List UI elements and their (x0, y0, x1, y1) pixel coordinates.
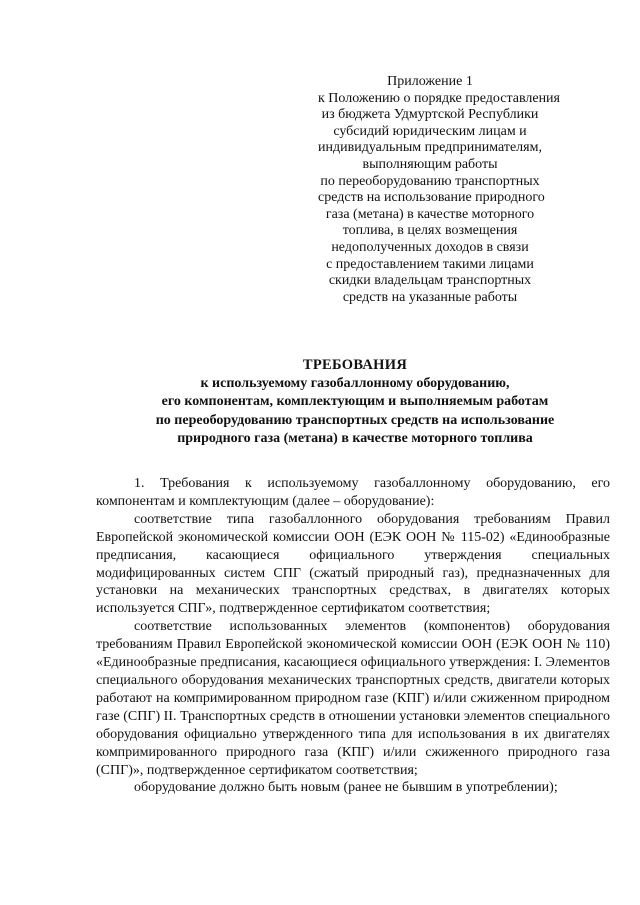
appendix-note (318, 74, 560, 306)
document-title (96, 356, 614, 449)
appendix-line: выполняющим работы (362, 156, 498, 172)
title-line: природного газа (метана) в качестве моторного топлива (177, 431, 533, 446)
appendix-line: недополученных доходов в связи (331, 239, 529, 255)
paragraph: 1. Требования к используемому газобаллонному оборудованию, его компонентам и комплектующим (далее – оборудование): (96, 476, 610, 509)
appendix-line: средств на указанные работы (342, 289, 518, 305)
appendix-line: по переоборудованию транспортных (320, 173, 540, 189)
appendix-line: с предоставлением такими лицами (326, 256, 534, 272)
title-heading: ТРЕБОВАНИЯ (302, 357, 408, 373)
appendix-line: к Положению о порядке предоставления (318, 90, 560, 106)
appendix-line: газа (метана) в качестве моторного (325, 206, 535, 222)
appendix-line: из бюджета Удмуртской Республики (321, 107, 539, 123)
paragraph: оборудование должно быть новым (ранее не бывшим в употреблении); (134, 780, 558, 796)
document-body (96, 475, 610, 797)
paragraph: соответствие использованных элементов (компонентов) оборудования требованиям Правил Европейской экономической комиссии ООН (ЕЭК ООН № 110) «Единообразные предписания, касающиеся официального утверждения: I. Элементов специального оборудования механических транспортных средств, двигатели которых работают на компримированном природном газе (КПГ) и/или сжиженном природном газе (СПГ) II. Транспортных средств в отношении установки элементов специального оборудования официально утвержденного типа для использования в их двигателях компримированного природного газа (КПГ) и/или сжиженного природного газа (СПГ)», подтвержденное сертификатом соответствия; (96, 619, 610, 778)
appendix-line: индивидуальным предпринимателям, (318, 140, 542, 156)
title-line: к используемому газобаллонному оборудованию, (200, 375, 510, 391)
appendix-line: субсидий юридическим лицам и (333, 123, 527, 139)
appendix-line: скидки владельцам транспортных (328, 273, 532, 289)
appendix-line: топлива, в целях возмещения (342, 223, 518, 239)
title-line: по переоборудованию транспортных средств на использование (155, 412, 555, 428)
paragraph: соответствие типа газобаллонного оборудования требованиям Правил Европейской экономической комиссии ООН (ЕЭК ООН № 115-02) «Единообразные предписания, касающиеся официального утверждения специальных модифицированных систем СПГ (сжатый природный газ), предназначенных для установки на механических транспортных средствах, в двигателях которых используется СПГ», подтвержденное сертификатом соответствия; (96, 511, 610, 617)
title-line: его компонентам, комплектующим и выполняемым работам (161, 394, 549, 409)
appendix-line: Приложение 1 (387, 74, 473, 89)
appendix-line: средств на использование природного (318, 190, 545, 206)
